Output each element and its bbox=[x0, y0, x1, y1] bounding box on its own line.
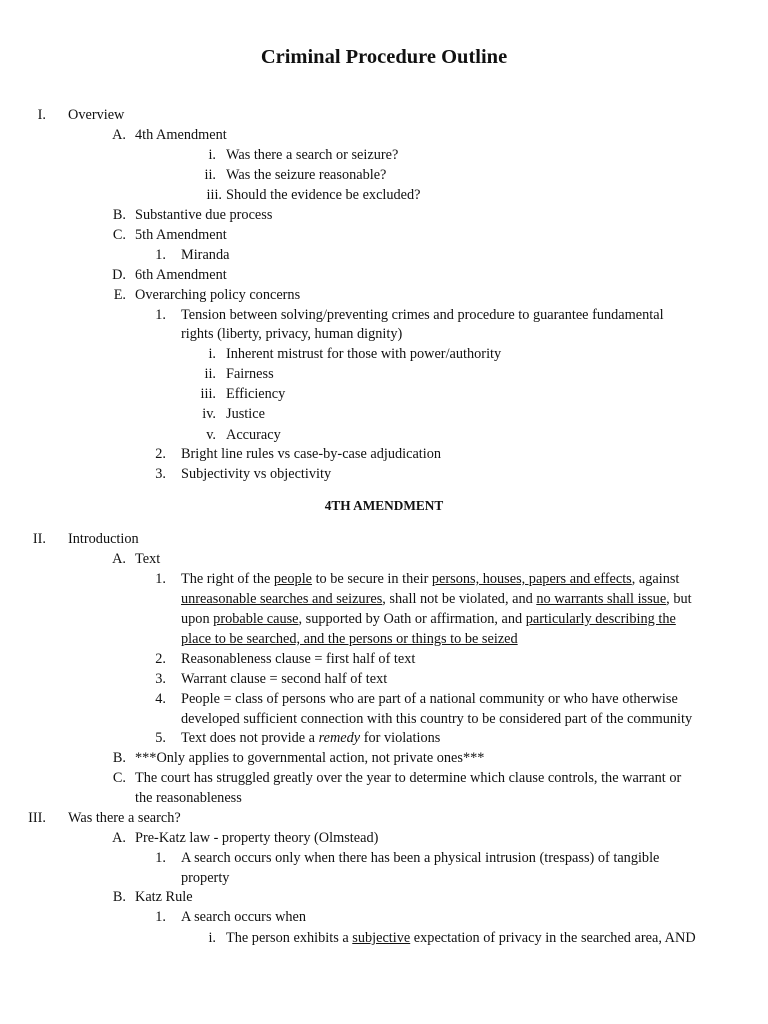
outline-item: Justice bbox=[226, 406, 265, 422]
outline-item: Overarching policy concerns bbox=[135, 287, 301, 303]
amendment-text-line: unreasonable searches and seizures, shall not be violated, and no warrants shall issue, but bbox=[181, 591, 692, 607]
outline-item-continued: developed sufficient connection with this country to be considered part of the community bbox=[181, 711, 693, 727]
outline-marker: A. bbox=[112, 127, 126, 143]
outline-marker: ii. bbox=[204, 167, 216, 183]
outline-marker: iii. bbox=[200, 386, 216, 402]
outline-heading-search: Was there a search? bbox=[68, 810, 181, 826]
outline-item: Accuracy bbox=[226, 427, 281, 443]
outline-item: Text does not provide a remedy for violations bbox=[181, 730, 441, 746]
outline-item: 6th Amendment bbox=[135, 267, 227, 283]
outline-marker: i. bbox=[208, 346, 216, 362]
outline-item: Miranda bbox=[181, 247, 230, 263]
outline-item: 4th Amendment bbox=[135, 127, 227, 143]
outline-item: Pre-Katz law - property theory (Olmstead) bbox=[135, 830, 379, 846]
outline-heading-overview: Overview bbox=[68, 107, 125, 123]
amendment-text-line: place to be searched, and the persons or things to be seized bbox=[181, 631, 518, 647]
outline-item-continued: property bbox=[181, 870, 230, 886]
outline-item: Efficiency bbox=[226, 386, 286, 402]
outline-item: Inherent mistrust for those with power/authority bbox=[226, 346, 502, 362]
outline-marker: iii. bbox=[206, 187, 222, 203]
outline-marker: 2. bbox=[155, 446, 166, 462]
outline-marker: A. bbox=[112, 830, 126, 846]
outline-item: Tension between solving/preventing crimes and procedure to guarantee fundamental bbox=[181, 307, 664, 323]
outline-marker: 2. bbox=[155, 651, 166, 667]
section-heading: 4TH AMENDMENT bbox=[324, 498, 444, 513]
outline-marker: 1. bbox=[155, 571, 166, 587]
outline-marker: A. bbox=[112, 551, 126, 567]
outline-item: Substantive due process bbox=[135, 207, 273, 223]
outline-marker: E. bbox=[113, 287, 126, 303]
outline-item-continued: rights (liberty, privacy, human dignity) bbox=[181, 326, 403, 342]
outline-item: A search occurs when bbox=[181, 909, 307, 925]
amendment-text-line: upon probable cause, supported by Oath or affirmation, and particularly describing the bbox=[181, 611, 676, 627]
outline-item-continued: the reasonableness bbox=[135, 790, 242, 806]
outline-marker: ii. bbox=[204, 366, 216, 382]
outline-marker: D. bbox=[112, 267, 126, 283]
outline-marker: iv. bbox=[202, 406, 216, 422]
outline-marker: C. bbox=[112, 770, 126, 786]
outline-item: 5th Amendment bbox=[135, 227, 227, 243]
outline-marker: i. bbox=[208, 930, 216, 946]
outline-marker: 1. bbox=[155, 850, 166, 866]
outline-item: Reasonableness clause = first half of text bbox=[181, 651, 416, 667]
outline-marker: 1. bbox=[155, 307, 166, 323]
outline-marker: III. bbox=[28, 810, 46, 826]
outline-marker: 1. bbox=[155, 909, 166, 925]
outline-marker: B. bbox=[112, 889, 126, 905]
outline-marker: v. bbox=[206, 427, 216, 443]
outline-marker: 4. bbox=[155, 691, 166, 707]
outline-marker: 3. bbox=[155, 671, 166, 687]
outline-item: Fairness bbox=[226, 366, 274, 382]
outline-marker: i. bbox=[208, 147, 216, 163]
outline-marker: B. bbox=[112, 750, 126, 766]
outline-item: Should the evidence be excluded? bbox=[226, 187, 421, 203]
outline-item: A search occurs only when there has been a physical intrusion (trespass) of tangible bbox=[181, 850, 660, 866]
outline-item: Subjectivity vs objectivity bbox=[181, 466, 332, 482]
outline-marker: 5. bbox=[155, 730, 166, 746]
outline-marker: I. bbox=[37, 107, 46, 123]
outline-item: Warrant clause = second half of text bbox=[181, 671, 388, 687]
outline-item: People = class of persons who are part of a national community or who have otherwise bbox=[181, 691, 678, 707]
outline-marker: C. bbox=[112, 227, 126, 243]
outline-item: Katz Rule bbox=[135, 889, 193, 905]
outline-marker: II. bbox=[32, 531, 46, 547]
outline-item: Was there a search or seizure? bbox=[226, 147, 399, 163]
outline-item: The court has struggled greatly over the year to determine which clause controls, the warrant or bbox=[135, 770, 682, 786]
page-title: Criminal Procedure Outline bbox=[260, 46, 508, 68]
outline-marker: B. bbox=[112, 207, 126, 223]
outline-item: Text bbox=[135, 551, 161, 567]
outline-item: The person exhibits a subjective expectation of privacy in the searched area, AND bbox=[226, 930, 696, 946]
outline-marker: 1. bbox=[155, 247, 166, 263]
outline-item: Bright line rules vs case-by-case adjudication bbox=[181, 446, 442, 462]
outline-marker: 3. bbox=[155, 466, 166, 482]
amendment-text-line: The right of the people to be secure in their persons, houses, papers and effects, against bbox=[181, 571, 680, 587]
outline-item: Was the seizure reasonable? bbox=[226, 167, 387, 183]
outline-item: ***Only applies to governmental action, not private ones*** bbox=[135, 750, 485, 766]
outline-heading-introduction: Introduction bbox=[68, 531, 139, 547]
